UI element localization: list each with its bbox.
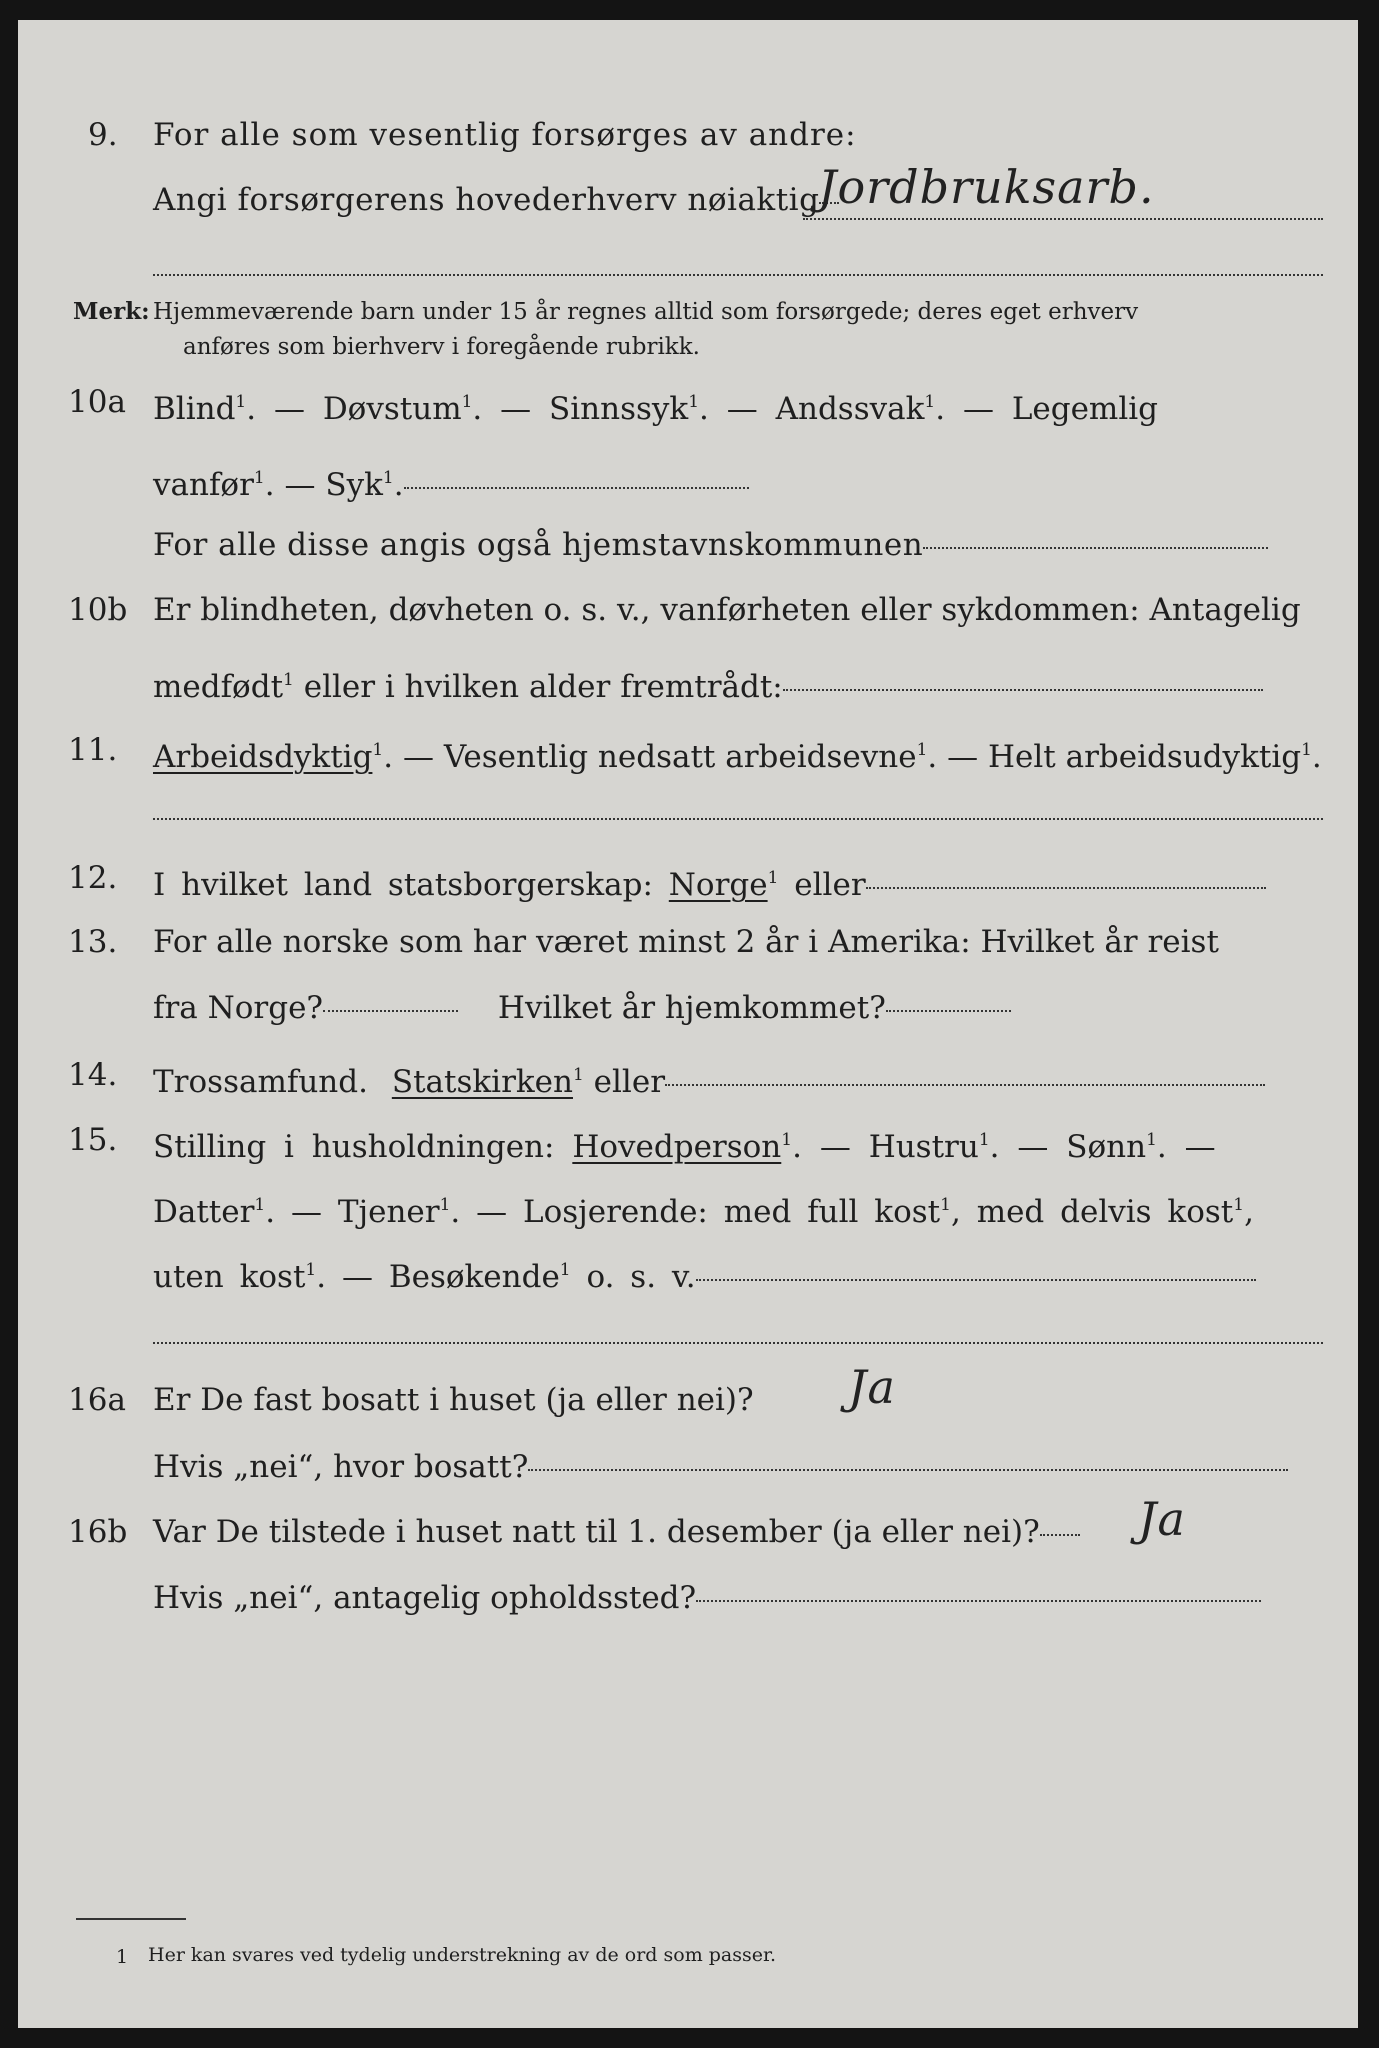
q14-number: 14. bbox=[68, 1057, 118, 1093]
opt-hustru: Hustru bbox=[868, 1129, 979, 1165]
sup: 1 bbox=[916, 740, 928, 760]
dash: — bbox=[947, 739, 979, 775]
opt-dovstum: Døvstum bbox=[322, 391, 462, 427]
sup: 1 bbox=[1233, 1195, 1245, 1215]
sup: 1 bbox=[781, 1130, 793, 1150]
dash: — bbox=[819, 1129, 851, 1165]
q10a-dots bbox=[404, 487, 749, 489]
sup: 1 bbox=[283, 670, 294, 690]
q11-rule bbox=[153, 818, 1323, 820]
q13-line2 bbox=[153, 988, 1011, 1028]
dash: — bbox=[402, 739, 434, 775]
q14-dots bbox=[665, 1084, 1265, 1086]
sup: 1 bbox=[253, 468, 265, 488]
opt-nedsatt: Vesentlig nedsatt arbeidsevne bbox=[443, 739, 917, 775]
q10b-line2 bbox=[153, 660, 1263, 707]
q11-number: 11. bbox=[68, 732, 118, 768]
sup: 1 bbox=[572, 1065, 584, 1085]
q9-number: 9. bbox=[88, 117, 118, 153]
q13-hjemkommet: Hvilket år hjemkommet? bbox=[497, 990, 886, 1026]
q9-extra-rule bbox=[153, 274, 1323, 276]
opt-sinnssyk: Sinnssyk bbox=[549, 391, 689, 427]
q16a-line2-text: Hvis „nei“, hvor bosatt? bbox=[153, 1449, 529, 1485]
dash: — bbox=[1184, 1129, 1216, 1165]
census-form-page bbox=[18, 20, 1358, 2028]
q13-line1: For alle norske som har været minst 2 år i Amerika: Hvilket år reist bbox=[153, 924, 1219, 960]
sup: 1 bbox=[1301, 740, 1312, 760]
sup: 1 bbox=[254, 1195, 266, 1215]
opt-uten-kost: uten kost bbox=[153, 1259, 306, 1295]
q9-answer-handwritten: Jordbruksarb. bbox=[818, 160, 1155, 214]
opt-blind: Blind bbox=[153, 391, 236, 427]
q12-line bbox=[153, 858, 1266, 905]
q10b-line1: Er blindheten, døvheten o. s. v., vanførheten eller sykdommen: Antagelig bbox=[153, 592, 1301, 628]
q10a-line3-dots bbox=[923, 547, 1268, 549]
sup: 1 bbox=[461, 392, 473, 412]
sup: 1 bbox=[372, 740, 384, 760]
sup: 1 bbox=[382, 468, 394, 488]
opt-sonn: Sønn bbox=[1066, 1129, 1147, 1165]
opt-arbeidsdyktig: Arbeidsdyktig bbox=[153, 739, 373, 775]
q10a-line3-text: For alle disse angis også hjemstavnskommunen bbox=[153, 527, 924, 563]
q15-dots bbox=[696, 1279, 1256, 1281]
opt-delvis-kost: med delvis kost bbox=[976, 1194, 1234, 1230]
opt-losjerende: Losjerende: bbox=[523, 1194, 708, 1230]
merk-line2: anføres som bierhverv i foregående rubrikk. bbox=[183, 334, 700, 360]
footnote-mark: 1 bbox=[116, 1946, 129, 1968]
sup: 1 bbox=[688, 392, 700, 412]
dash: — bbox=[476, 1194, 508, 1230]
q16a-line2 bbox=[153, 1447, 1288, 1487]
dash: — bbox=[341, 1259, 373, 1295]
opt-full-kost: med full kost bbox=[723, 1194, 941, 1230]
q14-eller: eller bbox=[593, 1064, 666, 1100]
footnote-rule bbox=[76, 1918, 186, 1920]
q12-eller: eller bbox=[794, 867, 866, 903]
q10a-number: 10a bbox=[68, 384, 126, 420]
q15-rule bbox=[153, 1342, 1323, 1344]
dash: — bbox=[962, 391, 994, 427]
opt-medfodt: medfødt bbox=[153, 669, 284, 705]
opt-udyktig: Helt arbeidsudyktig bbox=[987, 739, 1302, 775]
merk-line1: Hjemmeværende barn under 15 år regnes alltid som forsørgede; deres eget erhverv bbox=[153, 299, 1139, 325]
q15-number: 15. bbox=[68, 1122, 118, 1158]
q16a-answer-handwritten: Ja bbox=[848, 1360, 896, 1414]
dash: — bbox=[500, 391, 532, 427]
dash: — bbox=[1017, 1129, 1049, 1165]
q14-line bbox=[153, 1055, 1265, 1102]
q11-line: Arbeidsdyktig$^1$. — Vesentlig nedsatt arbeidsevne$^1$. — Helt arbeidsudyktig$^1$. bbox=[153, 739, 1322, 775]
sup: 1 bbox=[978, 1130, 990, 1150]
q12-dots bbox=[866, 887, 1266, 889]
sup: 1 bbox=[940, 1195, 951, 1215]
dash: — bbox=[726, 391, 758, 427]
dash: — bbox=[284, 467, 316, 503]
sup: 1 bbox=[1146, 1130, 1157, 1150]
opt-hovedperson: Hovedperson bbox=[572, 1129, 782, 1165]
q12-text: I hvilket land statsborgerskap: bbox=[153, 867, 653, 903]
opt-legemlig: Legemlig bbox=[1011, 391, 1159, 427]
q10a-line2: vanfør$^1$. — Syk$^1$. bbox=[153, 458, 749, 505]
q10b-line2-text: eller i hvilken alder fremtrådt: bbox=[303, 669, 783, 705]
q16b-dots2 bbox=[696, 1600, 1261, 1602]
dash: — bbox=[290, 1194, 322, 1230]
q16b-dots1 bbox=[1040, 1534, 1080, 1536]
q10a-line3 bbox=[153, 525, 1268, 565]
sup: 1 bbox=[559, 1260, 571, 1280]
merk-label: Merk: bbox=[73, 298, 150, 325]
q16b-line2-text: Hvis „nei“, antagelig opholdssted? bbox=[153, 1580, 697, 1616]
opt-statskirken: Statskirken bbox=[391, 1064, 573, 1100]
q15-text: Stilling i husholdningen: bbox=[153, 1129, 555, 1165]
q16a-number: 16a bbox=[68, 1382, 126, 1418]
opt-norge: Norge bbox=[668, 867, 768, 903]
q9-line2 bbox=[153, 180, 839, 220]
q9-line1: For alle som vesentlig forsørges av andre: bbox=[153, 117, 857, 153]
q16a-line1: Er De fast bosatt i huset (ja eller nei)? bbox=[153, 1382, 754, 1418]
q16a-dots bbox=[528, 1469, 1288, 1471]
opt-datter: Datter bbox=[153, 1194, 255, 1230]
opt-vanfor: vanfør bbox=[153, 467, 254, 503]
q13-number: 13. bbox=[68, 924, 118, 960]
q15-line1: Stilling i husholdningen: Hovedperson$^1$. — Hustru$^1$. — Sønn$^1$. — bbox=[153, 1129, 1216, 1165]
q16b-answer-handwritten: Ja bbox=[1138, 1492, 1186, 1546]
q13-fra-norge: fra Norge? bbox=[153, 990, 324, 1026]
footnote-text: Her kan svares ved tydelig understrekning av de ord som passer. bbox=[148, 1944, 777, 1966]
q10a-line1: Blind$^1$. — Døvstum$^1$. — Sinnssyk$^1$. — Andssvak$^1$. — Legemlig bbox=[153, 391, 1159, 427]
q13-dots1 bbox=[323, 1010, 458, 1012]
q15-line3: uten kost$^1$. — Besøkende$^1$ o. s. v. bbox=[153, 1250, 1256, 1297]
q9-line2-text: Angi forsørgerens hovederhverv nøiaktig bbox=[153, 182, 820, 218]
q16b-line1 bbox=[153, 1512, 1080, 1552]
sup: 1 bbox=[305, 1260, 317, 1280]
q16b-number: 16b bbox=[68, 1514, 128, 1550]
opt-tjener: Tjener bbox=[337, 1194, 440, 1230]
q12-number: 12. bbox=[68, 860, 118, 896]
sup: 1 bbox=[235, 392, 247, 412]
opt-besokende: Besøkende bbox=[388, 1259, 560, 1295]
sup: 1 bbox=[767, 868, 779, 888]
q15-osv: o. s. v. bbox=[586, 1259, 696, 1295]
opt-andssvak: Andssvak bbox=[775, 391, 925, 427]
sup: 1 bbox=[924, 392, 936, 412]
q13-dots2 bbox=[886, 1010, 1011, 1012]
q16b-line2 bbox=[153, 1578, 1261, 1618]
q10b-dots bbox=[783, 689, 1263, 691]
q10b-number: 10b bbox=[68, 592, 128, 628]
q14-text: Trossamfund. bbox=[153, 1064, 368, 1100]
q9-answer-rule bbox=[803, 218, 1323, 220]
dash: — bbox=[273, 391, 305, 427]
q15-line2: Datter$^1$. — Tjener$^1$. — Losjerende: med full kost$^1$, med delvis kost$^1$, bbox=[153, 1194, 1254, 1230]
sup: 1 bbox=[439, 1195, 451, 1215]
q16b-line1-text: Var De tilstede i huset natt til 1. desember (ja eller nei)? bbox=[153, 1514, 1040, 1550]
opt-syk: Syk bbox=[325, 467, 383, 503]
